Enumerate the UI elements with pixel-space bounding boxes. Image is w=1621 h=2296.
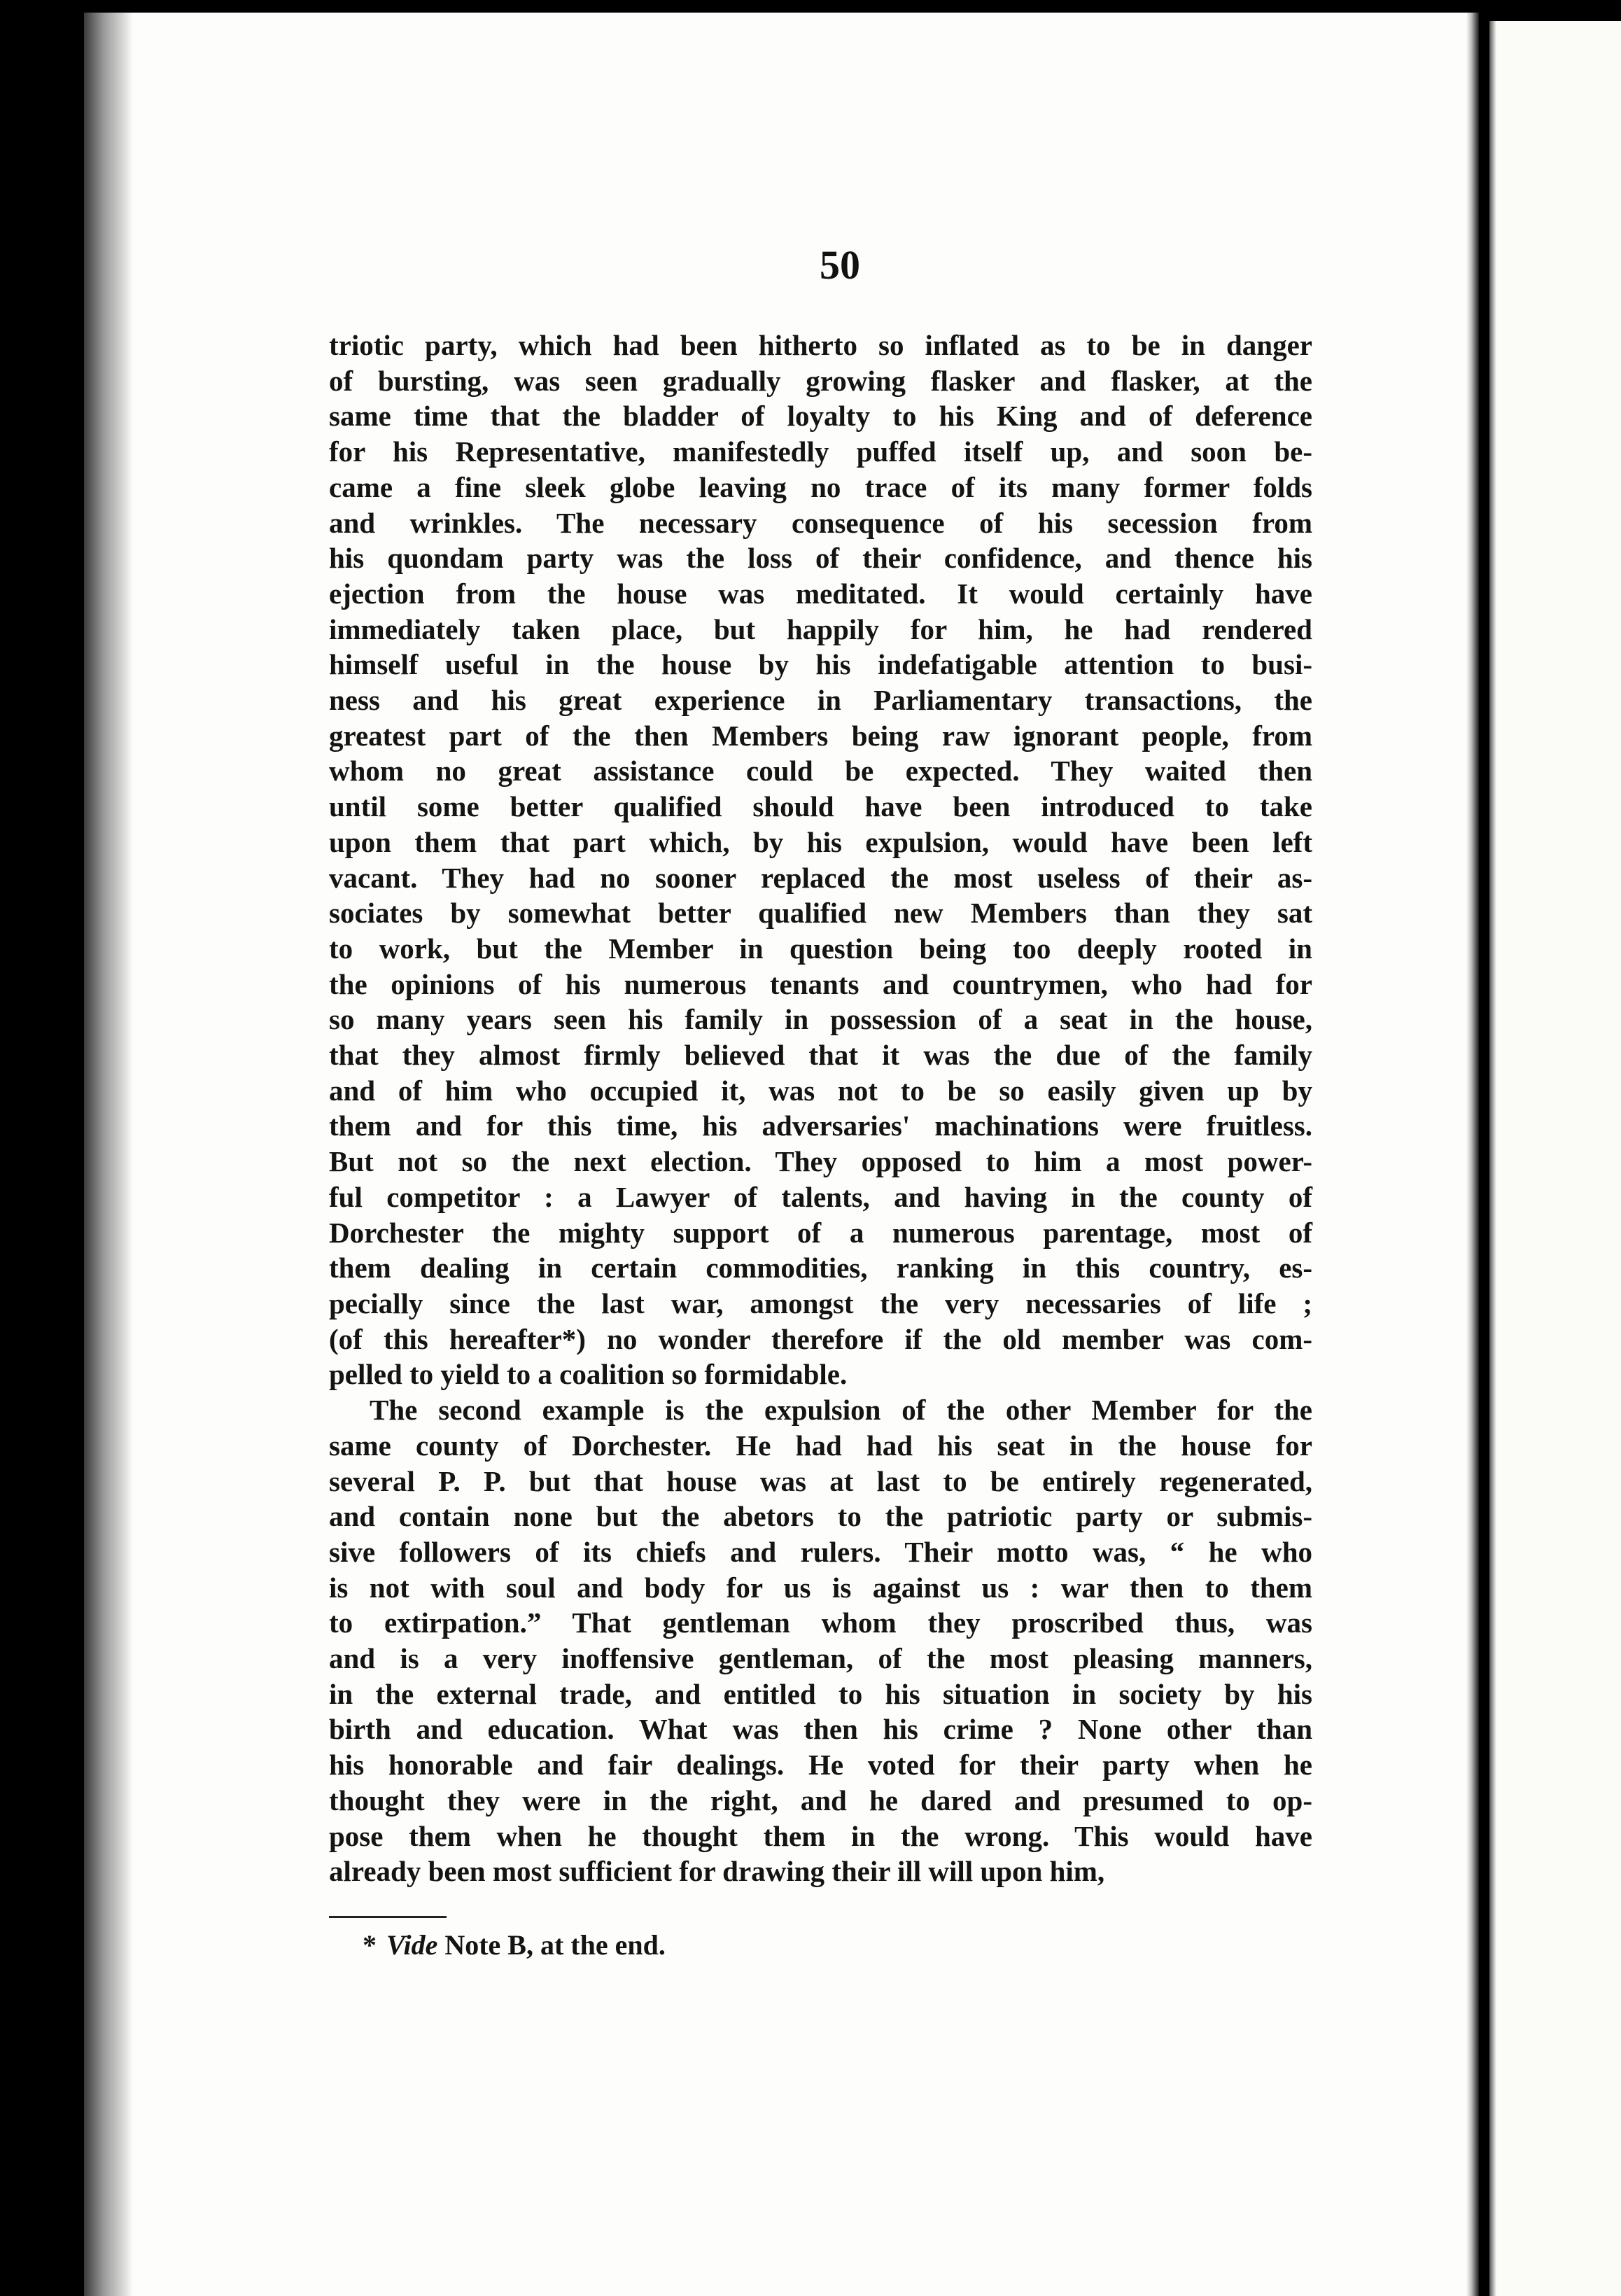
text-line: several P. P. but that house was at last to be entirely regenerated, bbox=[329, 1464, 1312, 1497]
text-line: triotic party, which had been hitherto so inflated as to be in danger bbox=[329, 329, 1312, 361]
text-line: his quondam party was the loss of their confidence, and thence his bbox=[329, 542, 1312, 575]
text-line: so many years seen his family in possession of a seat in the house, bbox=[329, 1003, 1312, 1036]
text-line: greatest part of the then Members being raw ignorant people, from bbox=[329, 719, 1312, 752]
text-line: The second example is the expulsion of the other Member for the bbox=[370, 1394, 1312, 1427]
text-line: sociates by somewhat better qualified new Members than they sat bbox=[329, 897, 1312, 930]
text-line: and of him who occupied it, was not to be so easily given up by bbox=[329, 1074, 1312, 1107]
right-gutter-shadow bbox=[1466, 13, 1479, 2296]
text-line: same time that the bladder of loyalty to his King and of deference bbox=[329, 400, 1312, 433]
text-line: to extirpation.” That gentleman whom they proscribed thus, was bbox=[329, 1606, 1312, 1639]
text-line: Dorchester the mighty support of a numerous parentage, most of bbox=[329, 1216, 1312, 1249]
text-line: sive followers of its chiefs and rulers. Their motto was, “ he who bbox=[329, 1535, 1312, 1568]
text-line: in the external trade, and entitled to his situation in society by his bbox=[329, 1677, 1312, 1710]
text-line: and wrinkles. The necessary consequence of his secession from bbox=[329, 506, 1312, 539]
adjacent-page bbox=[1489, 21, 1621, 2296]
text-line: himself useful in the house by his indefatigable attention to busi- bbox=[329, 648, 1312, 681]
body-text bbox=[329, 328, 1312, 1889]
footnote-text: Note B, at the end. bbox=[444, 1929, 666, 1961]
paragraph bbox=[329, 328, 1312, 1392]
footnote-vide: Vide bbox=[386, 1929, 438, 1961]
text-line: and contain none but the abetors to the patriotic party or submis- bbox=[329, 1500, 1312, 1533]
text-line: ful competitor : a Lawyer of talents, and having in the county of bbox=[329, 1180, 1312, 1213]
text-line: them dealing in certain commodities, ranking in this country, es- bbox=[329, 1252, 1312, 1284]
text-line: of bursting, was seen gradually growing flasker and flasker, at the bbox=[329, 364, 1312, 397]
text-line: whom no great assistance could be expected. They waited then bbox=[329, 755, 1312, 788]
text-line: birth and education. What was then his crime ? None other than bbox=[329, 1713, 1312, 1746]
paragraph bbox=[329, 1392, 1312, 1889]
footnote-mark: * bbox=[363, 1929, 377, 1961]
text-line: upon them that part which, by his expulsion, would have been left bbox=[329, 825, 1312, 858]
text-line: is not with soul and body for us is against us : war then to them bbox=[329, 1571, 1312, 1604]
text-line: came a fine sleek globe leaving no trace of its many former folds bbox=[329, 470, 1312, 503]
footnote-rule bbox=[329, 1916, 447, 1918]
text-line: same county of Dorchester. He had had his seat in the house for bbox=[329, 1429, 1312, 1462]
adjacent-page-edge bbox=[1489, 21, 1496, 2296]
page-number: 50 bbox=[820, 242, 860, 288]
text-line: to work, but the Member in question being too deeply rooted in bbox=[329, 932, 1312, 965]
text-line: ejection from the house was meditated. It would certainly have bbox=[329, 577, 1312, 610]
footnote bbox=[363, 1928, 666, 1961]
text-line: pose them when he thought them in the wrong. This would have bbox=[329, 1819, 1312, 1852]
text-line: immediately taken place, but happily for him, he had rendered bbox=[329, 612, 1312, 645]
text-line: them and for this time, his adversaries' machinations were fruitless. bbox=[329, 1110, 1312, 1142]
text-line: pecially since the last war, amongst the very necessaries of life ; bbox=[329, 1287, 1312, 1320]
text-line: the opinions of his numerous tenants and countrymen, who had for bbox=[329, 967, 1312, 1000]
left-gutter-shadow bbox=[84, 13, 133, 2296]
text-line: (of this hereafter*) no wonder therefore if the old member was com- bbox=[329, 1322, 1312, 1355]
text-line: and is a very inoffensive gentleman, of the most pleasing manners, bbox=[329, 1642, 1312, 1675]
text-line: vacant. They had no sooner replaced the most useless of their as- bbox=[329, 861, 1312, 894]
text-line: his honorable and fair dealings. He voted for their party when he bbox=[329, 1749, 1312, 1782]
text-line: already been most sufficient for drawing their ill will upon him, bbox=[329, 1855, 1105, 1888]
text-line: until some better qualified should have been introduced to take bbox=[329, 790, 1312, 823]
text-line: But not so the next election. They opposed to him a most power- bbox=[329, 1145, 1312, 1178]
text-line: thought they were in the right, and he dared and presumed to op- bbox=[329, 1784, 1312, 1816]
text-line: for his Representative, manifestedly puffed itself up, and soon be- bbox=[329, 435, 1312, 468]
text-line: that they almost firmly believed that it was the due of the family bbox=[329, 1039, 1312, 1072]
text-line: pelled to yield to a coalition so formidable. bbox=[329, 1358, 848, 1391]
text-line: ness and his great experience in Parliamentary transactions, the bbox=[329, 684, 1312, 717]
